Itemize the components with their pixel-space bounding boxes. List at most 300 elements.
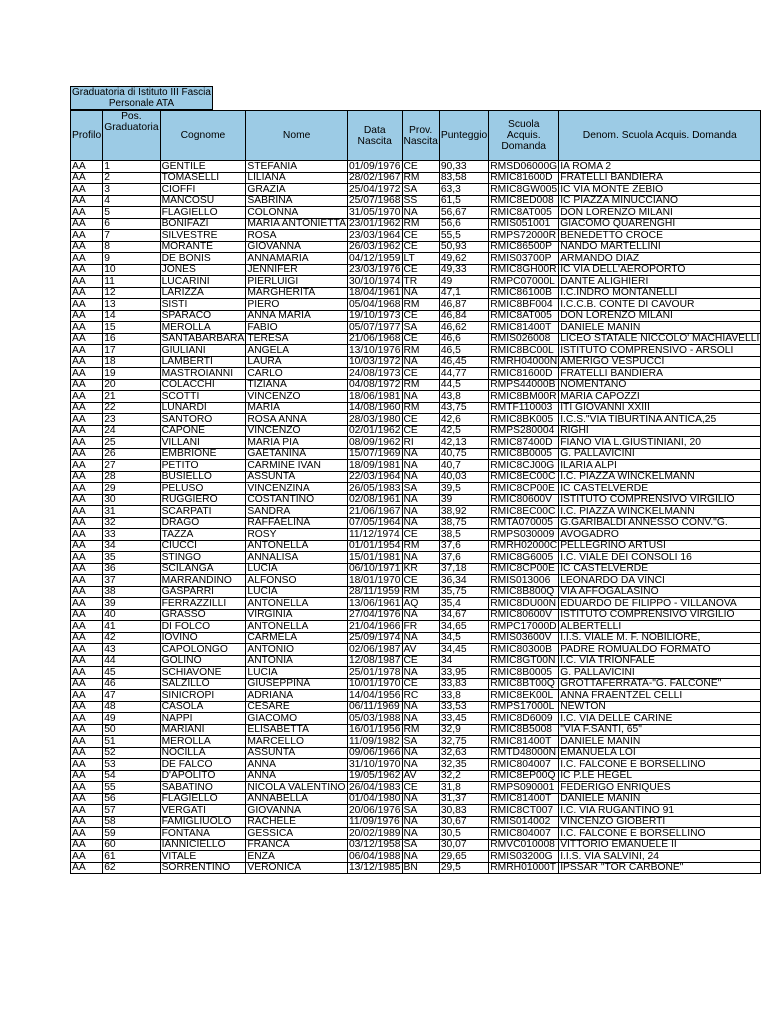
cell-punteggio: 39,5 xyxy=(439,483,488,495)
table-row xyxy=(71,851,761,863)
cell-profilo: AA xyxy=(71,563,103,575)
cell-cognome: LAMBERTI xyxy=(160,356,246,368)
cell-data-nascita: 02/08/1961 xyxy=(348,494,401,505)
cell-punteggio: 61,5 xyxy=(439,195,488,207)
cell-data-nascita: 05/03/1988 xyxy=(348,712,401,724)
cell-nome: GIACOMO xyxy=(246,713,348,725)
cell-prov: CE xyxy=(402,782,439,794)
cell-scuola-code: RMIC8CP00E xyxy=(489,563,559,575)
cell-scuola-code: RMIS03200G xyxy=(489,851,559,863)
cell-data-nascita: 25/04/1972 xyxy=(348,183,401,195)
cell-data-nascita: 19/10/1973 xyxy=(348,310,401,321)
cell-cognome: COLACCHI xyxy=(160,379,246,391)
cell-scuola-name: FRATELLI BANDIERA xyxy=(559,172,761,184)
cell-punteggio: 32,63 xyxy=(439,747,488,759)
cell-scuola-name: RIGHI xyxy=(559,425,761,437)
cell-profilo: AA xyxy=(71,552,103,564)
cell-punteggio: 43,8 xyxy=(439,391,488,403)
cell-prov: NA xyxy=(402,460,439,472)
cell-scuola-code: RMPS280004 xyxy=(489,425,559,437)
cell-pos: 28 xyxy=(103,471,160,483)
cell-pos: 62 xyxy=(103,862,160,874)
cell-pos: 21 xyxy=(103,391,160,403)
cell-data-nascita: 24/08/1973 xyxy=(348,367,401,379)
cell-cognome: SANTABARBARA xyxy=(161,333,245,344)
cell-cognome: SALZILLO xyxy=(160,678,246,690)
cell-pos: 54 xyxy=(103,770,160,782)
cell-nome: ANTONELLA xyxy=(246,621,348,633)
cell-profilo: AA xyxy=(71,517,103,529)
cell-profilo: AA xyxy=(71,356,103,368)
cell-data-nascita: 20/02/1989 xyxy=(348,827,401,839)
table-row xyxy=(71,701,761,713)
cell-prov: RM xyxy=(402,586,439,598)
cell-profilo: AA xyxy=(71,276,103,288)
cell-profilo: AA xyxy=(71,851,103,863)
cell-prov: RM xyxy=(402,724,439,736)
cell-profilo: AA xyxy=(71,713,103,725)
cell-scuola-name: LICEO STATALE NICCOLO' MACHIAVELLI xyxy=(560,333,760,344)
cell-data-nascita: 18/01/1970 xyxy=(348,574,401,586)
cell-pos: 57 xyxy=(103,805,160,817)
cell-nome: MARGHERITA xyxy=(246,287,348,299)
cell-nome: NICOLA VALENTINO xyxy=(247,781,346,793)
cell-cognome: IANNICIELLO xyxy=(160,839,246,851)
cell-prov: KR xyxy=(402,563,439,575)
cell-nome: COLONNA xyxy=(246,207,348,219)
cell-prov: NA xyxy=(402,667,439,679)
cell-scuola-code: RMIC81400T xyxy=(489,793,559,805)
cell-profilo: AA xyxy=(71,598,103,610)
cell-data-nascita: 25/07/1968 xyxy=(348,195,401,206)
cell-prov: RM xyxy=(402,540,439,552)
cell-pos: 47 xyxy=(103,690,160,702)
cell-data-nascita: 04/12/1959 xyxy=(348,252,401,264)
cell-profilo: AA xyxy=(71,632,103,644)
cell-nome: ELISABETTA xyxy=(246,724,348,736)
table-row xyxy=(71,598,761,610)
cell-pos: 24 xyxy=(103,425,160,437)
cell-nome: MARIA PIA xyxy=(246,437,348,449)
cell-cognome: EMBRIONE xyxy=(160,448,246,460)
cell-prov: NA xyxy=(402,494,439,506)
cell-profilo: AA xyxy=(71,862,103,874)
table-row xyxy=(71,552,761,564)
cell-prov: AQ xyxy=(402,598,439,610)
cell-scuola-name: DON LORENZO MILANI xyxy=(559,310,761,322)
cell-data-nascita: 19/05/1962 xyxy=(348,770,401,781)
cell-nome: FRANCA xyxy=(246,839,348,851)
table-row xyxy=(71,379,761,391)
cell-profilo: AA xyxy=(71,195,103,207)
table-row xyxy=(71,736,761,748)
cell-punteggio: 49,62 xyxy=(439,253,488,265)
cell-profilo: AA xyxy=(71,839,103,851)
cell-pos: 53 xyxy=(103,759,160,771)
table-row xyxy=(71,368,761,380)
cell-pos: 30 xyxy=(103,494,160,506)
cell-nome: CARMINE IVAN xyxy=(246,460,348,472)
cell-punteggio: 31,8 xyxy=(439,782,488,794)
cell-punteggio: 30,07 xyxy=(439,839,488,851)
cell-punteggio: 38,75 xyxy=(439,517,488,529)
cell-punteggio: 40,03 xyxy=(439,471,488,483)
table-row xyxy=(71,276,761,288)
cell-punteggio: 63,3 xyxy=(439,184,488,196)
cell-prov: NA xyxy=(402,448,439,460)
cell-scuola-code: RMIS013006 xyxy=(489,575,559,587)
cell-scuola-code: RMIC81600D xyxy=(489,368,559,380)
cell-scuola-code: RMTF110003 xyxy=(489,402,559,414)
cell-prov: NA xyxy=(402,517,439,529)
cell-prov: NA xyxy=(402,506,439,518)
cell-prov: NA xyxy=(402,713,439,725)
cell-scuola-name: G. PALLAVICINI xyxy=(559,448,761,460)
cell-pos: 59 xyxy=(103,828,160,840)
cell-pos: 58 xyxy=(103,816,160,828)
table-row xyxy=(71,310,761,322)
cell-pos: 25 xyxy=(103,437,160,449)
table-row xyxy=(71,506,761,518)
cell-profilo: AA xyxy=(71,529,103,541)
cell-data-nascita: 23/03/1976 xyxy=(348,264,401,275)
cell-nome: ROSA ANNA xyxy=(246,414,348,426)
cell-nome: ROSY xyxy=(246,529,348,541)
cell-pos: 50 xyxy=(103,724,160,736)
cell-prov: NA xyxy=(402,287,439,299)
cell-nome: FABIO xyxy=(246,322,348,334)
cell-scuola-name: LEONARDO DA VINCI xyxy=(559,575,761,587)
cell-scuola-name: IPSSAR "TOR CARBONE" xyxy=(559,862,761,874)
cell-cognome: NAPPI xyxy=(160,713,246,725)
cell-scuola-name: NANDO MARTELLINI xyxy=(559,241,761,253)
cell-profilo: AA xyxy=(71,586,103,598)
cell-cognome: SISTI xyxy=(160,299,246,311)
cell-pos: 11 xyxy=(103,276,160,288)
cell-profilo: AA xyxy=(71,460,103,472)
cell-punteggio: 42,6 xyxy=(439,414,488,426)
cell-nome: LAURA xyxy=(246,356,348,368)
cell-scuola-name: I.C. VIALE DEI CONSOLI 16 xyxy=(559,552,761,564)
table-row xyxy=(71,759,761,771)
cell-data-nascita: 18/04/1961 xyxy=(348,287,401,298)
cell-pos: 15 xyxy=(103,322,160,334)
cell-cognome: MASTROIANNI xyxy=(160,368,246,380)
cell-profilo: AA xyxy=(71,172,103,184)
cell-nome: ALFONSO xyxy=(246,575,348,587)
cell-scuola-code: RMPS72000R xyxy=(489,230,559,242)
cell-prov: SS xyxy=(402,195,439,207)
cell-prov: NA xyxy=(402,747,439,759)
table-row xyxy=(71,621,761,633)
cell-nome: PIERLUIGI xyxy=(246,276,348,288)
cell-nome: GAETANINA xyxy=(246,448,348,460)
cell-punteggio: 40,75 xyxy=(439,448,488,460)
table-row xyxy=(71,667,761,679)
cell-pos: 41 xyxy=(103,621,160,633)
cell-pos: 35 xyxy=(103,552,160,564)
cell-profilo: AA xyxy=(71,575,103,587)
cell-pos: 45 xyxy=(103,667,160,679)
cell-prov: CE xyxy=(402,678,439,690)
cell-pos: 55 xyxy=(103,782,160,794)
cell-scuola-code: RMIC8CP00E xyxy=(489,483,559,495)
cell-cognome: FAMIGLIUOLO xyxy=(160,816,246,828)
table-row xyxy=(71,264,761,276)
cell-data-nascita: 26/04/1983 xyxy=(348,781,401,793)
cell-prov: LT xyxy=(402,253,439,265)
cell-scuola-code: RMTD48000N xyxy=(489,747,559,759)
cell-punteggio: 34,65 xyxy=(439,621,488,633)
cell-punteggio: 37,18 xyxy=(439,563,488,575)
cell-profilo: AA xyxy=(71,690,103,702)
cell-pos: 31 xyxy=(103,506,160,518)
cell-pos: 43 xyxy=(103,644,160,656)
header-pos: Pos. Graduatoria xyxy=(103,111,160,161)
cell-pos: 5 xyxy=(103,207,160,219)
table-row xyxy=(71,448,761,460)
cell-data-nascita: 12/08/1987 xyxy=(348,655,401,666)
table-row xyxy=(71,195,761,207)
cell-nome: LUCIA xyxy=(246,667,348,679)
cell-nome: LUCIA xyxy=(246,563,348,575)
cell-scuola-code: RMSD06000G xyxy=(490,160,558,172)
table-row xyxy=(71,563,761,575)
cell-profilo: AA xyxy=(71,678,103,690)
cell-data-nascita: 23/01/1962 xyxy=(348,218,401,229)
cell-prov: RM xyxy=(402,402,439,414)
cell-scuola-code: RMIC8EC00C xyxy=(489,506,559,518)
cell-pos: 12 xyxy=(103,287,160,299)
cell-scuola-code: RMIC8BF004 xyxy=(489,299,559,311)
cell-nome: TIZIANA xyxy=(246,379,348,391)
cell-nome: LUCIA xyxy=(246,586,348,598)
cell-scuola-name: ALBERTELLI xyxy=(559,621,761,633)
cell-nome: CARLO xyxy=(246,368,348,380)
cell-nome: VINCENZO xyxy=(246,391,348,403)
cell-scuola-name: I.C. PIAZZA WINCKELMANN xyxy=(559,506,761,518)
cell-data-nascita: 13/10/1976 xyxy=(348,344,401,356)
cell-prov: CE xyxy=(402,333,439,345)
cell-scuola-code: RMPS030009 xyxy=(489,529,559,541)
cell-scuola-code: RMIS03600V xyxy=(489,632,559,644)
cell-scuola-code: RMIC8EP00Q xyxy=(489,770,559,782)
cell-data-nascita: 05/07/1977 xyxy=(348,321,401,333)
cell-scuola-code: RMIC8B0005 xyxy=(489,448,559,460)
cell-scuola-code: RMIC8EK00L xyxy=(489,690,559,702)
cell-data-nascita: 27/04/1976 xyxy=(348,609,401,620)
cell-punteggio: 32,9 xyxy=(439,724,488,736)
table-row xyxy=(71,356,761,368)
cell-data-nascita: 11/09/1982 xyxy=(347,736,402,748)
cell-punteggio: 39 xyxy=(439,494,488,506)
cell-pos: 20 xyxy=(103,379,160,391)
cell-scuola-code: RMIC8GT00N xyxy=(489,655,559,667)
cell-pos: 36 xyxy=(103,563,160,575)
cell-scuola-name: ISTITUTO COMPRENSIVO VIRGILIO xyxy=(559,609,761,621)
cell-cognome: LUCARINI xyxy=(160,276,246,288)
cell-data-nascita: 13/12/1985 xyxy=(348,862,401,873)
cell-profilo: AA xyxy=(71,621,103,633)
cell-punteggio: 42,13 xyxy=(439,437,488,449)
cell-scuola-code: RMPS17000L xyxy=(489,701,559,713)
cell-nome: ANGELA xyxy=(246,345,348,357)
cell-scuola-code: RMIS014002 xyxy=(489,816,559,828)
cell-cognome: BUSIELLO xyxy=(160,471,246,483)
cell-cognome: IOVINO xyxy=(160,632,246,644)
cell-profilo: AA xyxy=(71,770,103,782)
cell-data-nascita: 16/01/1956 xyxy=(348,724,401,735)
cell-data-nascita: 06/11/1969 xyxy=(347,701,402,713)
cell-cognome: CIOFFI xyxy=(160,184,246,196)
cell-nome: ANTONELLA xyxy=(246,540,348,552)
cell-scuola-code: RMRH01000T xyxy=(489,862,559,874)
cell-nome: STEFANIA xyxy=(246,161,348,173)
cell-nome: GIOVANNA xyxy=(246,241,348,253)
cell-cognome: SCHIAVONE xyxy=(160,667,246,679)
cell-scuola-code: RMPS44000B xyxy=(489,379,559,391)
cell-prov: RM xyxy=(402,218,439,230)
cell-cognome: TOMASELLI xyxy=(160,172,246,184)
cell-pos: 1 xyxy=(103,161,160,173)
cell-prov: NA xyxy=(402,552,439,564)
cell-scuola-code: RMIS051001 xyxy=(489,218,559,230)
cell-scuola-name: I.C. VIA RUGANTINO 91 xyxy=(559,805,761,817)
cell-cognome: MORANTE xyxy=(160,241,246,253)
cell-punteggio: 83,58 xyxy=(439,172,488,184)
cell-cognome: GRASSO xyxy=(160,609,246,621)
cell-profilo: AA xyxy=(71,724,103,736)
cell-pos: 16 xyxy=(103,333,160,345)
cell-profilo: AA xyxy=(71,609,103,621)
cell-data-nascita: 08/09/1962 xyxy=(348,436,401,448)
cell-punteggio: 37,6 xyxy=(439,552,488,564)
cell-scuola-code: RMIC81400T xyxy=(489,736,559,748)
cell-pos: 6 xyxy=(103,218,160,230)
cell-profilo: AA xyxy=(71,759,103,771)
cell-scuola-code: RMIS03700P xyxy=(489,253,559,265)
cell-punteggio: 47,1 xyxy=(439,287,488,299)
cell-profilo: AA xyxy=(71,701,103,713)
cell-punteggio: 37,6 xyxy=(439,540,488,552)
cell-scuola-name: PELLEGRINO ARTUSI xyxy=(559,540,761,552)
cell-scuola-name: I.C.S."VIA TIBURTINA ANTICA,25 xyxy=(559,414,761,426)
cell-data-nascita: 28/02/1967 xyxy=(348,172,401,183)
cell-data-nascita: 20/06/1976 xyxy=(348,804,401,816)
cell-scuola-code: RMIC804007 xyxy=(489,828,559,840)
cell-data-nascita: 13/06/1961 xyxy=(348,597,401,609)
cell-scuola-name: IC VIA MONTE ZEBIO xyxy=(559,184,761,196)
cell-scuola-name: ISTITUTO COMPRENSIVO - ARSOLI xyxy=(559,345,761,357)
cell-scuola-name: I.C. PIAZZA WINCKELMANN xyxy=(559,471,761,483)
cell-punteggio: 35,75 xyxy=(439,586,488,598)
table-row xyxy=(71,747,761,759)
cell-scuola-code: RMIC8EC00C xyxy=(489,471,559,483)
cell-prov: RM xyxy=(402,379,439,391)
cell-punteggio: 29,65 xyxy=(439,851,488,863)
cell-profilo: AA xyxy=(71,425,103,437)
cell-cognome: SINICROPI xyxy=(160,690,246,702)
cell-scuola-code: RMRH04000N xyxy=(490,356,558,367)
cell-scuola-name: I.I.S. VIALE M. F. NOBILIORE, xyxy=(559,632,761,644)
cell-nome: GESSICA xyxy=(246,828,348,840)
cell-pos: 52 xyxy=(103,747,160,759)
cell-pos: 40 xyxy=(103,609,160,621)
cell-punteggio: 90,33 xyxy=(439,161,488,173)
cell-profilo: AA xyxy=(71,379,103,391)
cell-nome: ANNA xyxy=(246,770,348,782)
cell-nome: VINCENZINA xyxy=(246,483,348,495)
cell-profilo: AA xyxy=(71,736,103,748)
cell-punteggio: 46,5 xyxy=(439,345,488,357)
cell-cognome: MARIANI xyxy=(160,724,246,736)
cell-scuola-code: RMIC8BC00L xyxy=(489,345,559,357)
cell-data-nascita: 31/10/1970 xyxy=(348,758,401,770)
cell-nome: JENNIFER xyxy=(246,264,348,276)
cell-nome: ROSA xyxy=(246,230,348,242)
cell-pos: 23 xyxy=(103,414,160,426)
cell-punteggio: 29,5 xyxy=(439,862,488,874)
cell-cognome: SILVESTRE xyxy=(160,230,246,242)
cell-scuola-name: I.C. VIA DELLE CARINE xyxy=(559,713,761,725)
cell-prov: NA xyxy=(402,471,439,483)
cell-pos: 13 xyxy=(103,299,160,311)
cell-data-nascita: 06/04/1988 xyxy=(348,850,401,862)
cell-cognome: MARRANDINO xyxy=(160,575,246,587)
cell-data-nascita: 10/03/1972 xyxy=(348,356,401,367)
cell-prov: SA xyxy=(402,483,439,495)
cell-pos: 27 xyxy=(103,460,160,472)
cell-nome: VIRGINIA xyxy=(246,609,348,621)
cell-nome: RACHELE xyxy=(246,816,348,828)
table-row xyxy=(71,184,761,196)
cell-cognome: SANTORO xyxy=(160,414,246,426)
cell-nome: MARIA xyxy=(246,402,348,414)
cell-pos: 34 xyxy=(103,540,160,552)
cell-nome: ANNA xyxy=(246,759,348,771)
cell-scuola-name: ANNA FRAENTZEL CELLI xyxy=(559,690,761,702)
cell-scuola-code: RMPC07000L xyxy=(489,276,559,288)
cell-nome: LILIANA xyxy=(246,172,348,184)
cell-prov: NA xyxy=(402,207,439,219)
cell-punteggio: 32,2 xyxy=(439,770,488,782)
cell-scuola-name: AMERIGO VESPUCCI xyxy=(559,356,761,368)
cell-data-nascita: 21/04/1966 xyxy=(348,620,401,632)
cell-scuola-name: PADRE ROMUALDO FORMATO xyxy=(559,644,761,656)
cell-scuola-code: RMIC8CJ00G xyxy=(489,460,559,472)
cell-scuola-name: "VIA F.SANTI, 65" xyxy=(559,724,761,736)
cell-scuola-code: RMIC8B800Q xyxy=(489,586,559,598)
cell-prov: AV xyxy=(402,770,439,782)
cell-nome: SABRINA xyxy=(246,195,348,207)
cell-nome: RAFFAELINA xyxy=(246,517,348,529)
cell-prov: FR xyxy=(402,621,439,633)
cell-cognome: SPARACO xyxy=(160,310,246,322)
cell-data-nascita: 23/03/1964 xyxy=(348,229,401,241)
cell-data-nascita: 25/09/1974 xyxy=(348,632,401,643)
table-row xyxy=(71,862,761,874)
cell-scuola-code: RMIC80300B xyxy=(489,644,559,656)
cell-scuola-name: DON LORENZO MILANI xyxy=(559,207,761,219)
cell-profilo: AA xyxy=(71,161,103,173)
cell-cognome: MEROLLA xyxy=(160,736,246,748)
cell-punteggio: 44,77 xyxy=(439,368,488,380)
cell-scuola-name: DANIELE MANIN xyxy=(559,322,761,334)
cell-punteggio: 38,5 xyxy=(439,529,488,541)
cell-profilo: AA xyxy=(71,218,103,230)
table-row xyxy=(71,437,761,449)
cell-nome: VERONICA xyxy=(246,862,348,874)
